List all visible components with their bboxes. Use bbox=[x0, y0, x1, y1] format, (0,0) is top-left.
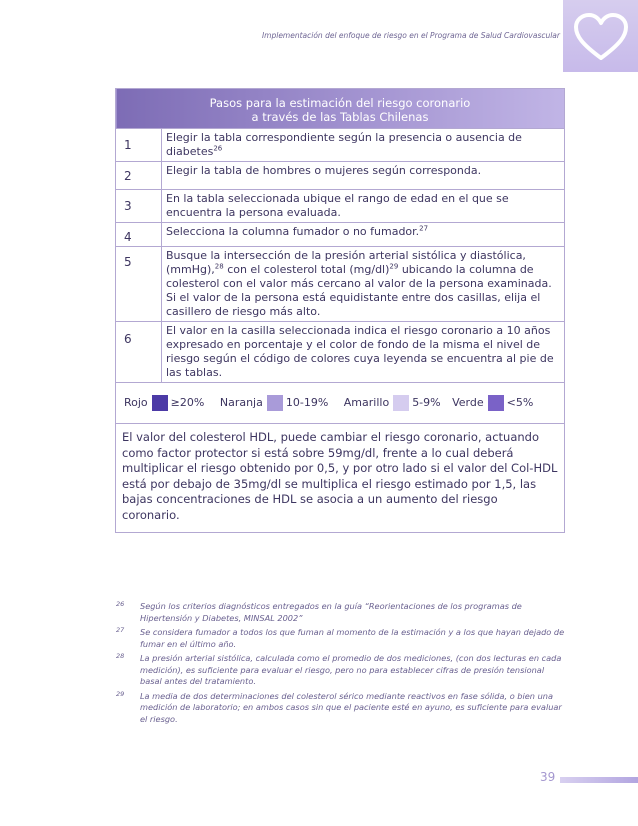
legend-row bbox=[116, 383, 565, 424]
step-text: Selecciona la columna fumador o no fumador.$^{27}$ bbox=[162, 223, 565, 247]
legend-swatch bbox=[393, 395, 409, 411]
table-title: Pasos para la estimación del riesgo coronario a través de las Tablas Chilenas bbox=[116, 89, 565, 129]
step-number: 4 bbox=[116, 223, 162, 247]
note-row bbox=[116, 424, 565, 533]
step-number: 1 bbox=[116, 129, 162, 162]
footnote: 29 La media de dos determinaciones del colesterol sérico mediante reactivos en fase sólida, o bien una medición de laboratorio; en ambos casos sin que el paciente esté en ayuno, es suficiente para evaluar el riesgo. bbox=[116, 689, 562, 724]
step-number: 6 bbox=[116, 322, 162, 383]
footnote-number: 28 bbox=[116, 652, 125, 660]
step-text: El valor en la casilla seleccionada indica el riesgo coronario a 10 años expresado en porcentaje y el color de fondo de la misma el nivel de riesgo según el código de colores cuya leyenda se encuentra al pie de las tablas. bbox=[162, 322, 565, 383]
footnote: 26 Según los criterios diagnósticos entregados en la guía “Reorientaciones de los programas de Hipertensión y Diabetes, MINSAL 2002” bbox=[116, 600, 522, 623]
page-number-bar bbox=[560, 777, 638, 783]
risk-steps-table bbox=[115, 88, 565, 533]
table-row bbox=[116, 162, 565, 190]
page-number: 39 bbox=[540, 770, 556, 784]
legend-swatch bbox=[488, 395, 504, 411]
footnote: 28 La presión arterial sistólica, calculada como el promedio de dos mediciones, (con dos lecturas en cada medición), es suficiente para evaluar el riesgo, pero no para establecer cifras de presión tensional basal antes del tratamiento. bbox=[116, 652, 562, 686]
legend-item-amarillo: Amarillo 5-9% bbox=[343, 396, 441, 409]
step-number: 5 bbox=[116, 247, 162, 322]
table-row bbox=[116, 247, 565, 322]
step-text: Elegir la tabla de hombres o mujeres según corresponda. bbox=[162, 162, 565, 190]
hdl-note: El valor del colesterol HDL, puede cambiar el riesgo coronario, actuando como factor protector si está sobre 59mg/dl, frente a lo cual deberá multiplicar el riesgo obtenido por 0,5, y por otro lado si el valor del Col-HDL está por debajo de 35mg/dl se multiplica el riesgo estimado por 1,5, las bajas concentraciones de HDL se asocia a un aumento del riesgo coronario. bbox=[116, 424, 565, 533]
step-number: 3 bbox=[116, 190, 162, 223]
legend-item-rojo: Rojo ≥20% bbox=[124, 396, 205, 409]
footnotes bbox=[116, 601, 566, 728]
running-header: Implementación del enfoque de riesgo en el Programa de Salud Cardiovascular bbox=[261, 31, 560, 40]
footnote-number: 29 bbox=[116, 689, 125, 698]
step-text: Elegir la tabla correspondiente según la presencia o ausencia de diabetes$^{26}$ bbox=[162, 129, 565, 162]
step-number: 2 bbox=[116, 162, 162, 190]
legend-item-verde: Verde <5% bbox=[452, 396, 534, 409]
footnote-number: 26 bbox=[116, 600, 125, 608]
table-header-row bbox=[116, 89, 565, 129]
legend-swatch bbox=[267, 395, 283, 411]
step-text: En la tabla seleccionada ubique el rango de edad en el que se encuentra la persona evaluada. bbox=[162, 190, 565, 223]
table-row bbox=[116, 190, 565, 223]
heart-icon bbox=[572, 12, 630, 62]
legend-swatch bbox=[152, 395, 168, 411]
color-legend bbox=[116, 383, 565, 424]
step-text: Busque la intersección de la presión arterial sistólica y diastólica, (mmHg),$^{28}$ con el colesterol total $(mg/dl)^{29}$ ubicando la columna de colesterol con el valor más cercano al valor de la persona examinada. Si el valor de la persona está equidistante entre dos casillas, elija el casillero de riesgo más alto. bbox=[162, 247, 565, 322]
footnote-number: 27 bbox=[116, 626, 125, 634]
table-row bbox=[116, 322, 565, 383]
legend-item-naranja: Naranja 10-19% bbox=[219, 396, 329, 409]
table-row bbox=[116, 223, 565, 247]
footnote: 27 Se considera fumador a todos los que fuman al momento de la estimación y a los que hayan dejado de fumar en el último año. bbox=[116, 626, 565, 649]
table-row bbox=[116, 129, 565, 162]
